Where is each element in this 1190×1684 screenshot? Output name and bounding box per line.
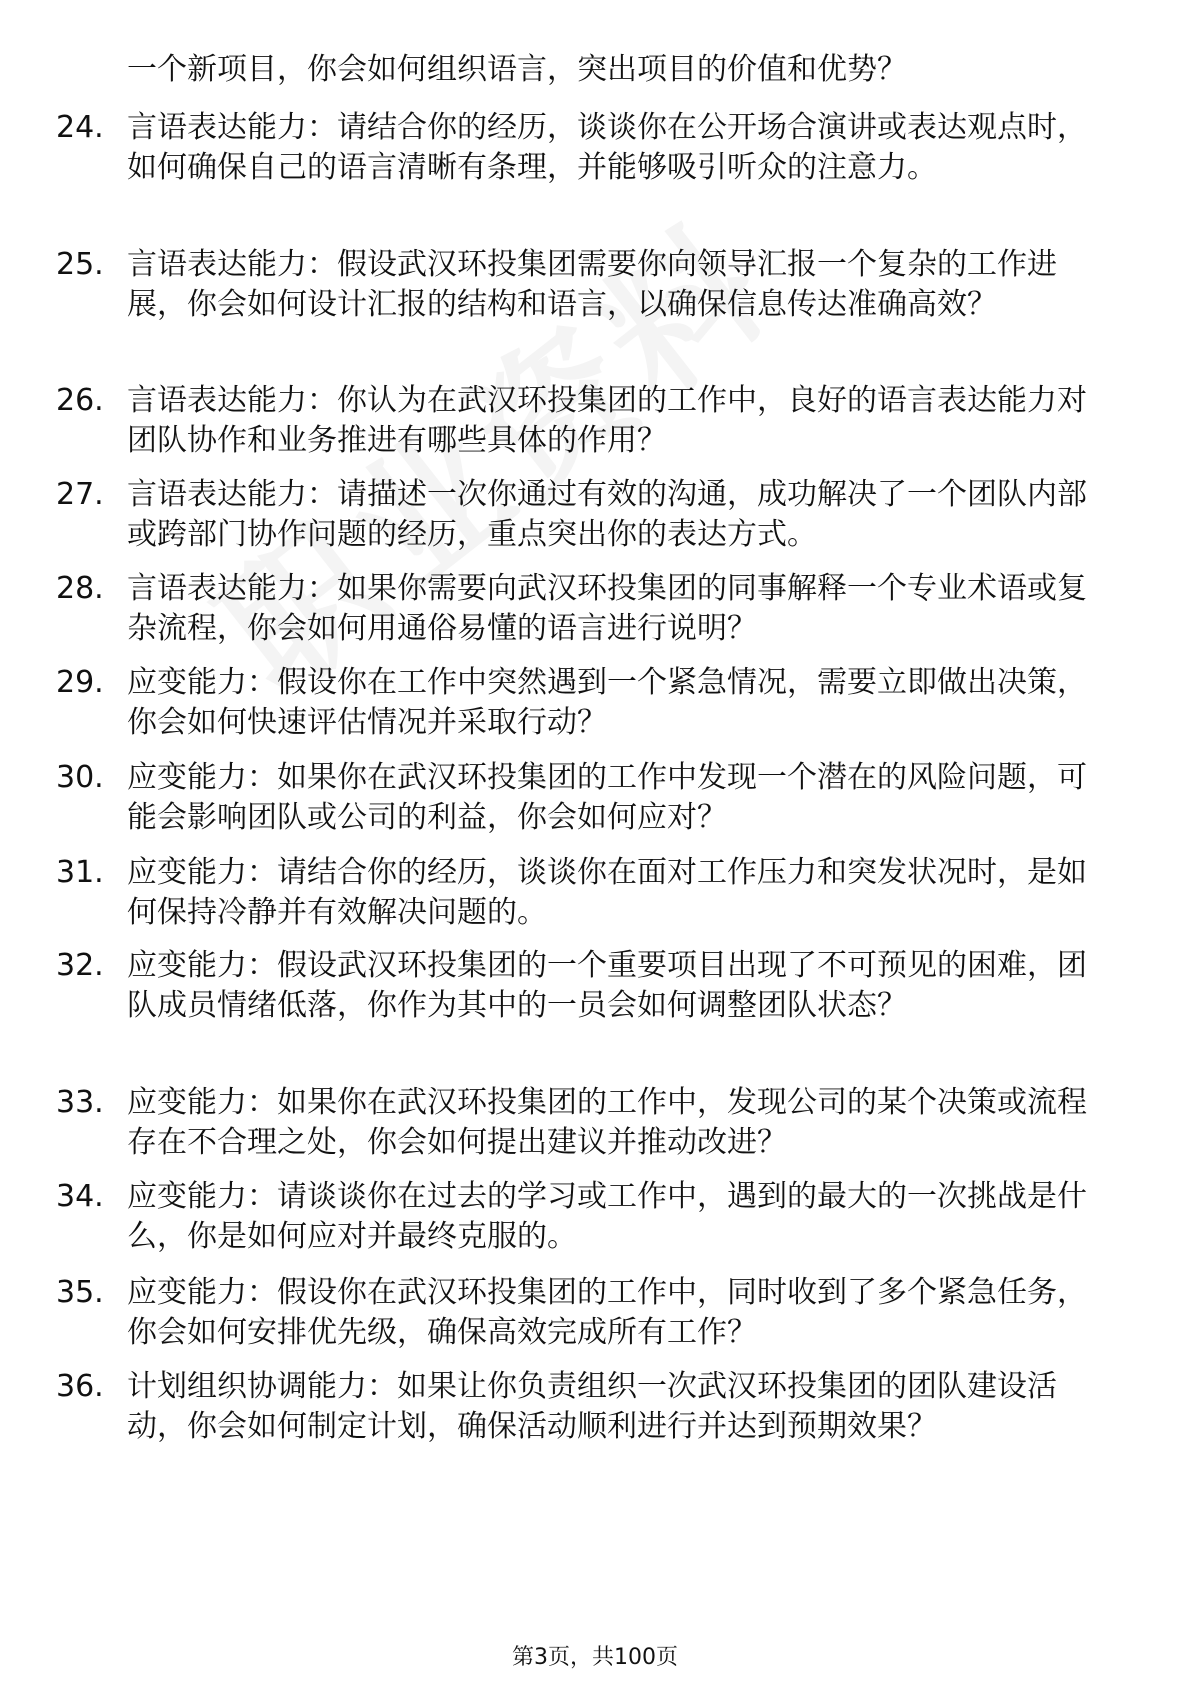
item-number: 27. — [56, 477, 104, 512]
item-text: 言语表达能力：请结合你的经历，谈谈你在公开场合演讲或表达观点时，如何确保自己的语言清晰有条理，并能够吸引听众的注意力。 — [127, 110, 1087, 185]
page-footer: 第3页，共100页 — [512, 1645, 678, 1670]
item-number: 25. — [56, 247, 104, 282]
item-number: 36. — [56, 1369, 104, 1404]
item-text: 言语表达能力：你认为在武汉环投集团的工作中，良好的语言表达能力对团队协作和业务推进有哪些具体的作用？ — [127, 383, 1087, 458]
item-text: 言语表达能力：假设武汉环投集团需要你向领导汇报一个复杂的工作进展，你会如何设计汇报的结构和语言，以确保信息传达准确高效？ — [127, 247, 1057, 322]
item-text: 言语表达能力：如果你需要向武汉环投集团的同事解释一个专业术语或复杂流程，你会如何用通俗易懂的语言进行说明？ — [127, 571, 1087, 646]
item-number: 31. — [56, 855, 104, 890]
item-text: 言语表达能力：请描述一次你通过有效的沟通，成功解决了一个团队内部或跨部门协作问题的经历，重点突出你的表达方式。 — [127, 477, 1087, 552]
continuation-text: 一个新项目，你会如何组织语言，突出项目的价值和优势？ — [127, 52, 907, 87]
item-number: 24. — [56, 110, 104, 145]
item-text: 应变能力：假设你在武汉环投集团的工作中，同时收到了多个紧急任务，你会如何安排优先级，确保高效完成所有工作？ — [127, 1275, 1087, 1350]
item-text: 应变能力：假设武汉环投集团的一个重要项目出现了不可预见的困难，团队成员情绪低落，你作为其中的一员会如何调整团队状态？ — [127, 948, 1087, 1023]
item-text: 应变能力：请结合你的经历，谈谈你在面对工作压力和突发状况时，是如何保持冷静并有效解决问题的。 — [127, 855, 1087, 930]
item-number: 28. — [56, 571, 104, 606]
item-text: 应变能力：假设你在工作中突然遇到一个紧急情况，需要立即做出决策，你会如何快速评估情况并采取行动？ — [127, 665, 1087, 740]
item-number: 35. — [56, 1275, 104, 1310]
item-text: 计划组织协调能力：如果让你负责组织一次武汉环投集团的团队建设活动，你会如何制定计划，确保活动顺利进行并达到预期效果？ — [127, 1369, 1057, 1444]
item-number: 26. — [56, 383, 104, 418]
item-number: 33. — [56, 1085, 104, 1120]
item-text: 应变能力：如果你在武汉环投集团的工作中发现一个潜在的风险问题，可能会影响团队或公司的利益，你会如何应对？ — [127, 760, 1087, 835]
item-number: 32. — [56, 948, 104, 983]
item-number: 30. — [56, 760, 104, 795]
item-number: 34. — [56, 1179, 104, 1214]
item-text: 应变能力：如果你在武汉环投集团的工作中，发现公司的某个决策或流程存在不合理之处，你会如何提出建议并推动改进？ — [127, 1085, 1087, 1160]
item-text: 应变能力：请谈谈你在过去的学习或工作中，遇到的最大的一次挑战是什么，你是如何应对并最终克服的。 — [127, 1179, 1087, 1254]
item-number: 29. — [56, 665, 104, 700]
